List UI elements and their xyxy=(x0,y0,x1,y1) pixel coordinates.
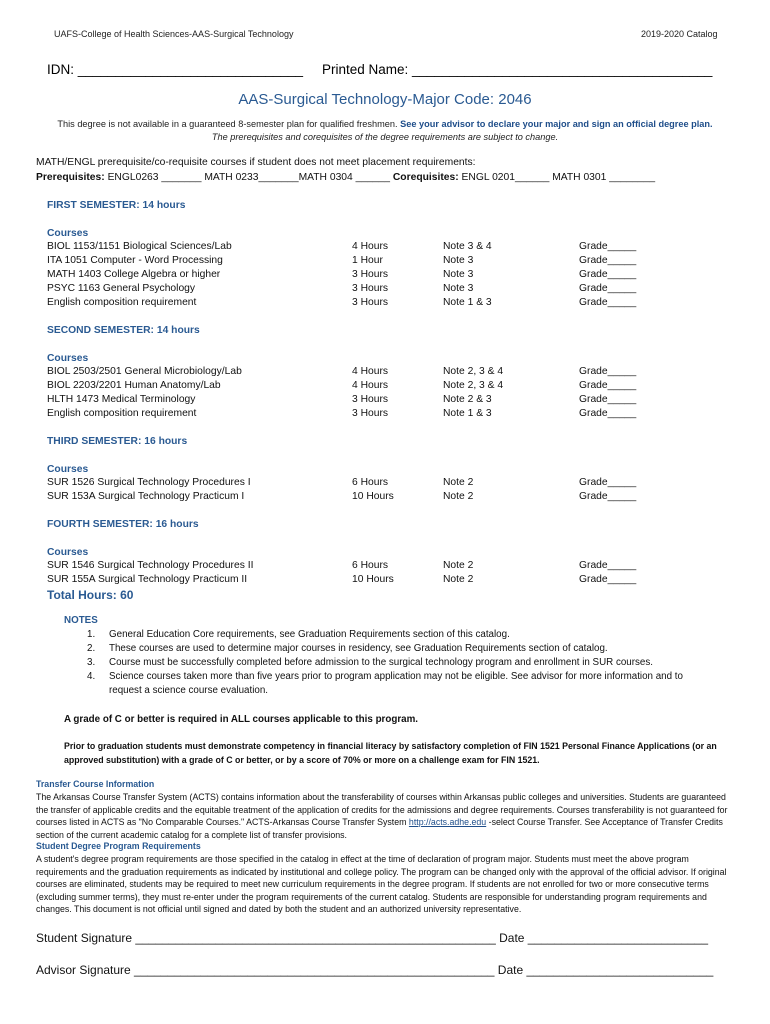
semester-title: FOURTH SEMESTER: 16 hours xyxy=(47,519,199,530)
course-hours: 3 Hours xyxy=(352,394,389,405)
total-hours: Total Hours: 60 xyxy=(47,588,134,602)
course-hours: 4 Hours xyxy=(352,380,389,391)
note-text: General Education Core requirements, see Graduation Requirements section of this catalog. xyxy=(109,629,510,640)
course-note: Note 2 xyxy=(443,491,474,502)
advisor-signature-line[interactable]: Advisor Signature ______________________________________________________ Date ____________________________ xyxy=(36,963,714,977)
page-title: AAS-Surgical Technology-Major Code: 2046 xyxy=(238,91,532,108)
prereq-description: MATH/ENGL prerequisite/co-requisite courses if student does not meet placement requirements: xyxy=(36,157,476,168)
note-number: 4. xyxy=(87,671,96,682)
course-hours: 1 Hour xyxy=(352,255,383,266)
prereq-courses: ENGL0263 _______ MATH 0233_______MATH 0304 ______ xyxy=(107,172,390,183)
course-note: Note 2 xyxy=(443,560,474,571)
transfer-paragraph xyxy=(36,791,736,841)
intro-plain: This degree is not available in a guaranteed 8-semester plan for qualified freshmen. xyxy=(57,119,398,129)
degree-req-paragraph: A student's degree program requirements are those specified in the catalog in effect at the time of declaration of program major. Students must meet the above program requirements and the graduation requirements as indicated by institutional and college policy. The program can be changed only with the approval of the official advisor. If original courses are eliminated, students may be required to meet new curriculum requirements in the degree program. If students are not enrolled for two or more consecutive terms (excluding summer terms), they must re-enter under the program requirements of the current catalog. Students are responsible for understanding program requirements and changes. This document is not official until signed and dated by both the student and an authorized university representative. xyxy=(36,854,727,915)
course-note: Note 3 & 4 xyxy=(443,241,492,252)
course-hours: 4 Hours xyxy=(352,366,389,377)
grade-field[interactable]: Grade_____ xyxy=(579,283,637,294)
document-header-left: UAFS-College of Health Sciences-AAS-Surgical Technology xyxy=(54,29,294,39)
course-hours: 10 Hours xyxy=(352,574,394,585)
semester-title: FIRST SEMESTER: 14 hours xyxy=(47,200,186,211)
semester-title: THIRD SEMESTER: 16 hours xyxy=(47,436,188,447)
grade-field[interactable]: Grade_____ xyxy=(579,241,637,252)
courses-header: Courses xyxy=(47,353,89,364)
course-hours: 4 Hours xyxy=(352,241,389,252)
prereq-label: Prerequisites: xyxy=(36,172,105,183)
note-text: Course must be successfully completed before admission to the surgical technology program and enrollment in SUR courses. xyxy=(109,657,653,668)
course-note: Note 2, 3 & 4 xyxy=(443,366,504,377)
course-course: MATH 1403 College Algebra or higher xyxy=(47,269,221,280)
acts-link[interactable]: http://acts.adhe.edu xyxy=(408,817,487,828)
intro-line xyxy=(0,119,770,129)
course-note: Note 1 & 3 xyxy=(443,297,492,308)
course-course: HLTH 1473 Medical Terminology xyxy=(47,394,196,405)
grade-field[interactable]: Grade_____ xyxy=(579,574,637,585)
notes-heading: NOTES xyxy=(64,615,98,626)
note-number: 3. xyxy=(87,657,96,668)
course-note: Note 2, 3 & 4 xyxy=(443,380,504,391)
grade-field[interactable]: Grade_____ xyxy=(579,366,637,377)
course-course: BIOL 2503/2501 General Microbiology/Lab xyxy=(47,366,242,377)
course-course: English composition requirement xyxy=(47,297,197,308)
degree-req-heading: Student Degree Program Requirements xyxy=(36,841,201,851)
grade-field[interactable]: Grade_____ xyxy=(579,560,637,571)
grade-field[interactable]: Grade_____ xyxy=(579,491,637,502)
courses-header: Courses xyxy=(47,547,89,558)
courses-header: Courses xyxy=(47,464,89,475)
course-course: BIOL 2203/2201 Human Anatomy/Lab xyxy=(47,380,221,391)
grade-field[interactable]: Grade_____ xyxy=(579,394,637,405)
printed-name-field[interactable]: Printed Name: ________________________________________ xyxy=(322,62,713,77)
coreq-label: Corequisites: xyxy=(392,172,459,183)
course-course: English composition requirement xyxy=(47,408,197,419)
course-hours: 3 Hours xyxy=(352,408,389,419)
course-hours: 10 Hours xyxy=(352,491,394,502)
grade-field[interactable]: Grade_____ xyxy=(579,408,637,419)
course-course: SUR 1546 Surgical Technology Procedures II xyxy=(47,560,254,571)
note-text: These courses are used to determine major courses in residency, see Graduation Requirements section of catalog. xyxy=(109,643,608,654)
catalog-year: 2019-2020 Catalog xyxy=(641,29,718,39)
course-course: ITA 1051 Computer - Word Processing xyxy=(47,255,223,266)
course-note: Note 1 & 3 xyxy=(443,408,492,419)
course-note: Note 3 xyxy=(443,269,474,280)
course-note: Note 2 xyxy=(443,574,474,585)
grade-field[interactable]: Grade_____ xyxy=(579,297,637,308)
transfer-text: The Arkansas Course Transfer System (ACTS) contains information about the transferability of courses within Arkansas public colleges and universities. Students are guaranteed the transfer of applicable credits and the equitable treatment of the application of credits for the admissions and degree requirements. Courses transferability is not guaranteed for courses listed in ACTS as "No Comparable Courses." ACTS-Arkansas Course Transfer System xyxy=(36,792,728,828)
courses-header: Courses xyxy=(47,228,89,239)
course-hours: 3 Hours xyxy=(352,297,389,308)
intro-advisor-notice: See your advisor to declare your major and sign an official degree plan. xyxy=(400,119,713,129)
prereq-line xyxy=(36,172,655,183)
grade-field[interactable]: Grade_____ xyxy=(579,269,637,280)
course-hours: 6 Hours xyxy=(352,477,389,488)
course-course: PSYC 1163 General Psychology xyxy=(47,283,196,294)
intro-subject-to-change: The prerequisites and corequisites of the degree requirements are subject to change. xyxy=(211,132,559,142)
transfer-text-end: -select Course Transfer. See Acceptance of Transfer Credits section of the current academic catalog for a complete list of transfer provisions. xyxy=(36,817,723,840)
course-hours: 3 Hours xyxy=(352,269,389,280)
course-note: Note 3 xyxy=(443,255,474,266)
grade-requirement: A grade of C or better is required in ALL courses applicable to this program. xyxy=(64,714,419,725)
course-course: SUR 153A Surgical Technology Practicum I xyxy=(47,491,245,502)
grade-field[interactable]: Grade_____ xyxy=(579,477,637,488)
note-text: Science courses taken more than five years prior to program application may not be eligible. See advisor for more information and to xyxy=(109,671,683,682)
note-number: 2. xyxy=(87,643,96,654)
course-course: SUR 1526 Surgical Technology Procedures I xyxy=(47,477,251,488)
idn-field[interactable]: IDN: ______________________________ xyxy=(47,62,303,77)
course-course: BIOL 1153/1151 Biological Sciences/Lab xyxy=(47,241,232,252)
financial-literacy: Prior to graduation students must demonstrate competency in financial literacy by satisfactory completion of FIN 1521 Personal Finance Applications (or an approved substitution) with a grade of C or better, or by a score of 70% or more on a challenge exam for FIN 1521. xyxy=(64,741,717,765)
transfer-heading: Transfer Course Information xyxy=(36,779,155,789)
semester-title: SECOND SEMESTER: 14 hours xyxy=(47,325,200,336)
course-hours: 3 Hours xyxy=(352,283,389,294)
grade-field[interactable]: Grade_____ xyxy=(579,380,637,391)
student-signature-line[interactable]: Student Signature ______________________________________________________ Date ___________________________ xyxy=(36,931,708,945)
coreq-courses: ENGL 0201______ MATH 0301 ________ xyxy=(461,172,656,183)
note-text-continued: request a science course evaluation. xyxy=(109,685,269,696)
course-note: Note 2 & 3 xyxy=(443,394,492,405)
grade-field[interactable]: Grade_____ xyxy=(579,255,637,266)
course-hours: 6 Hours xyxy=(352,560,389,571)
note-number: 1. xyxy=(87,629,96,640)
course-note: Note 3 xyxy=(443,283,474,294)
course-course: SUR 155A Surgical Technology Practicum II xyxy=(47,574,248,585)
course-note: Note 2 xyxy=(443,477,474,488)
